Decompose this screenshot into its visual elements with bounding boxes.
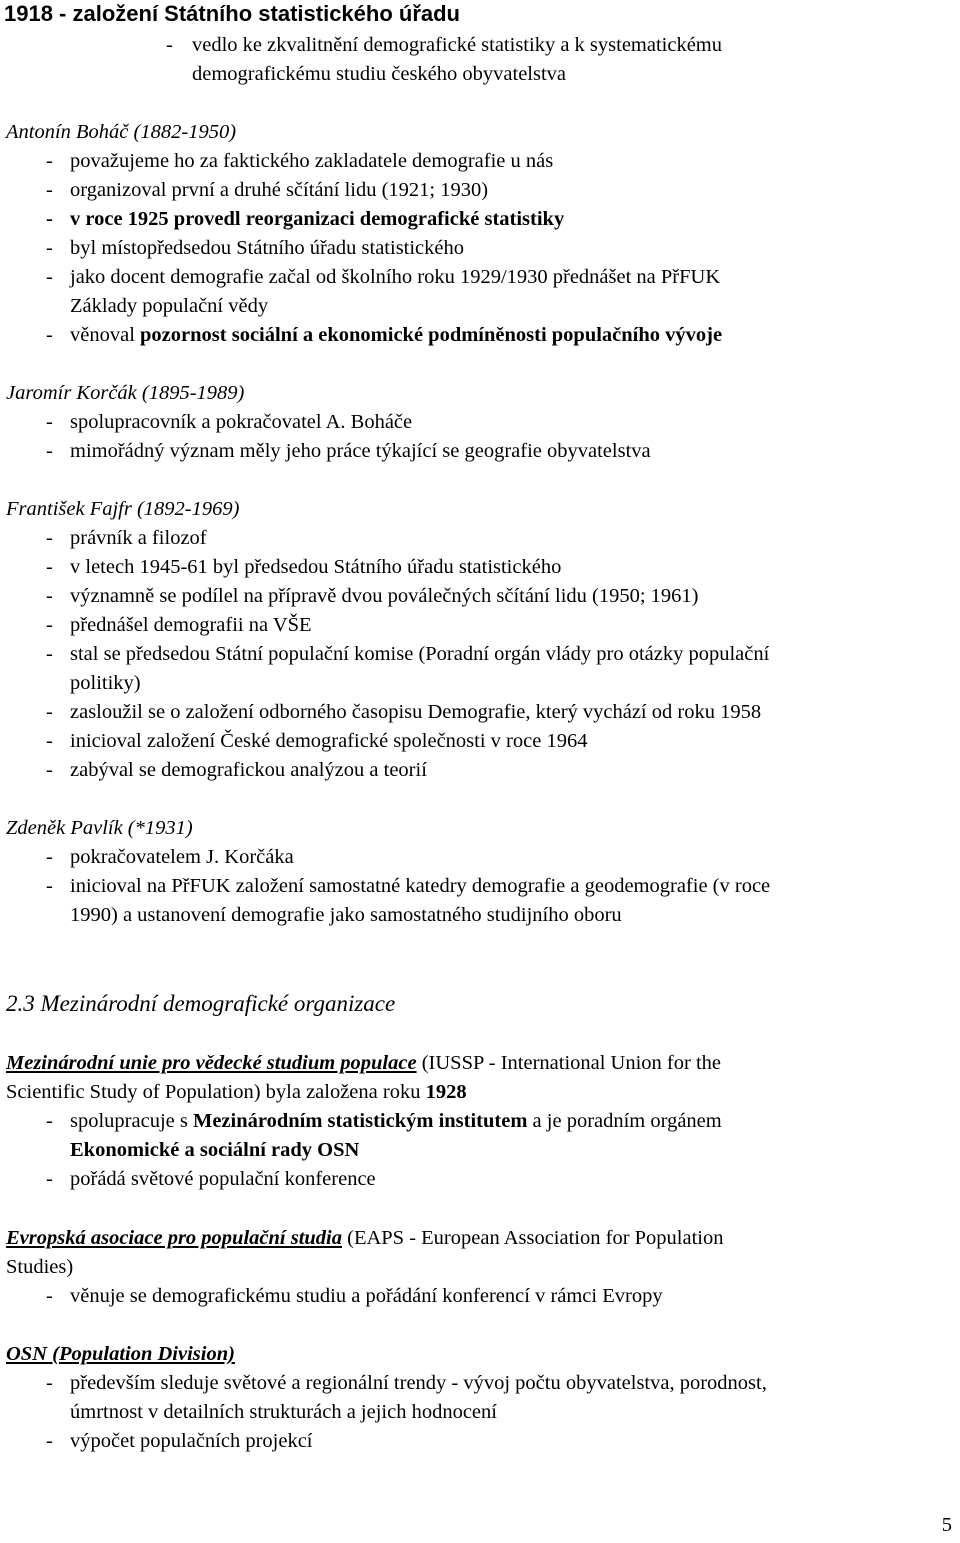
section-heading-osn: OSN (Population Division)	[6, 1343, 235, 1365]
list-item: zasloužil se o založení odborného časopisu Demografie, který vychází od roku 1958	[70, 701, 762, 723]
list-item: inicioval na PřFUK založení samostatné katedry demografie a geodemografie (v roce	[70, 875, 771, 897]
list-item: přednášel demografii na VŠE	[70, 614, 312, 636]
iussp-heading: Mezinárodní unie pro vědecké studium populace	[6, 1052, 417, 1074]
list-item-continuation: úmrtnost v detailních strukturách a jejich hodnocení	[70, 1401, 497, 1423]
list-item: považujeme ho za faktického zakladatele demografie u nás	[70, 150, 554, 172]
list-item: věnoval pozornost sociální a ekonomické podmíněnosti populačního vývoje	[70, 324, 723, 346]
section-heading-2-3: 2.3 Mezinárodní demografické organizace	[6, 991, 396, 1016]
list-item: stal se předsedou Státní populační komise (Poradní orgán vlády pro otázky populační	[70, 643, 770, 665]
list-item: spolupracovník a pokračovatel A. Boháče	[70, 411, 413, 433]
intro-line-1: vedlo ke zkvalitnění demografické statistiky a k systematickému	[192, 34, 722, 56]
list-item: spolupracuje s Mezinárodním statistickým institutem a je poradním orgánem	[70, 1110, 722, 1132]
list-item: jako docent demografie začal od školního roku 1929/1930 přednášet na PřFUK	[70, 266, 721, 288]
eaps-line-2: Studies)	[6, 1256, 74, 1278]
eaps-heading: Evropská asociace pro populační studia	[6, 1227, 342, 1249]
list-item: významně se podílel na přípravě dvou poválečných sčítání lidu (1950; 1961)	[70, 585, 699, 607]
section-heading-pavlik: Zdeněk Pavlík (*1931)	[6, 817, 193, 839]
iussp-line-1: Mezinárodní unie pro vědecké studium populace (IUSSP - International Union for the	[6, 1052, 722, 1074]
iussp-line-2: Scientific Study of Population) byla založena roku 1928	[6, 1081, 467, 1103]
eaps-line-1: Evropská asociace pro populační studia (EAPS - European Association for Population	[6, 1227, 724, 1249]
document-page: 1918 - založení Státního statistického úřadu - vedlo ke zkvalitnění demografické statistiky a k systematickému demografickému studiu českého obyvatelstva Antonín Boháč (1882-1950) - považujeme ho za faktického zakladatele demografie u nás - organizoval první a druhé sčítání lidu (1921; 1930) - v roce 1925 provedl reorganizaci demografické statistiky - byl místopředsedou Státního úřadu statistického - jako docent demografie začal od školního roku 1929/1930 přednášet na PřFUK Základy populační vědy - věnoval pozornost sociální a ekonomické podmíněnosti populačního vývoje Jaromír Korčák (1895-1989) - spolupracovník a pokračovatel A. Boháče - mimořádný význam měly jeho práce týkající se geografie obyvatelstva František Fajfr (1892-1969) - právník a filozof - v letech 1945-61 byl předsedou Státního úřadu statistického - významně se podílel na přípravě dvou poválečných sčítání lidu (1950; 1961) - přednášel demografii na VŠE - stal se předsedou Státní populační komise (Poradní orgán vlády pro otázky populační politiky) - zasloužil se o založení odborného časopisu Demografie, který vychází od roku 1958 - inicioval založení České demografické společnosti v roce 1964 - zabýval se demografickou analýzou a teorií Zdeněk Pavlík (*1931) - pokračovatelem J. Korčáka - inicioval na PřFUK založení samostatné katedry demografie a geodemografie (v roce 1990) a ustanovení demografie jako samostatného studijního oboru 2.3 Mezinárodní demografické organizace Mezinárodní unie pro vědecké studium populace (IUSSP - International Union for the Scientific Study of Population) byla založena roku 1928 - spolupracuje s Mezinárodním statistickým institutem a je poradním orgánem Ekonomické a sociální rady OSN - pořádá světové populační konference Evropská asociace pro populační studia (EAPS - European Association for Population Studies) - věnuje se demografickému studiu a pořádání konferencí v rámci Evropy OSN (Population Division) - především sleduje světové a regionální trendy - vývoj počtu obyvatelstva, porodnost, úmrtnost v detailních strukturách a jejich hodnocení - výpočet populačních projekcí 5	[4, 1, 952, 1536]
list-item: v roce 1925 provedl reorganizaci demografické statistiky	[70, 208, 565, 230]
document-title: 1918 - založení Státního statistického úřadu	[4, 1, 460, 26]
list-item-continuation: 1990) a ustanovení demografie jako samostatného studijního oboru	[70, 904, 622, 926]
section-heading-bohac: Antonín Boháč (1882-1950)	[6, 121, 237, 143]
list-item: byl místopředsedou Státního úřadu statistického	[70, 237, 465, 259]
section-heading-korcak: Jaromír Korčák (1895-1989)	[6, 382, 245, 404]
list-item: inicioval založení České demografické společnosti v roce 1964	[70, 730, 588, 752]
intro-line-2: demografickému studiu českého obyvatelstva	[192, 63, 567, 85]
page-number: 5	[941, 1514, 952, 1536]
list-item: pokračovatelem J. Korčáka	[70, 846, 294, 868]
list-item-continuation: Základy populační vědy	[70, 295, 269, 317]
list-item: výpočet populačních projekcí	[70, 1430, 313, 1452]
list-item-continuation: Ekonomické a sociální rady OSN	[70, 1139, 360, 1161]
list-item-continuation: politiky)	[70, 672, 141, 694]
list-item: organizoval první a druhé sčítání lidu (1921; 1930)	[70, 179, 489, 201]
list-item: především sleduje světové a regionální trendy - vývoj počtu obyvatelstva, porodnost,	[70, 1372, 767, 1394]
list-item: pořádá světové populační konference	[70, 1168, 376, 1190]
list-item: právník a filozof	[70, 527, 207, 549]
list-item: věnuje se demografickému studiu a pořádání konferencí v rámci Evropy	[70, 1285, 663, 1307]
list-item: mimořádný význam měly jeho práce týkající se geografie obyvatelstva	[70, 440, 651, 462]
section-heading-fajfr: František Fajfr (1892-1969)	[6, 498, 240, 520]
list-item: zabýval se demografickou analýzou a teorií	[70, 759, 427, 781]
list-item: v letech 1945-61 byl předsedou Státního úřadu statistického	[70, 556, 562, 578]
